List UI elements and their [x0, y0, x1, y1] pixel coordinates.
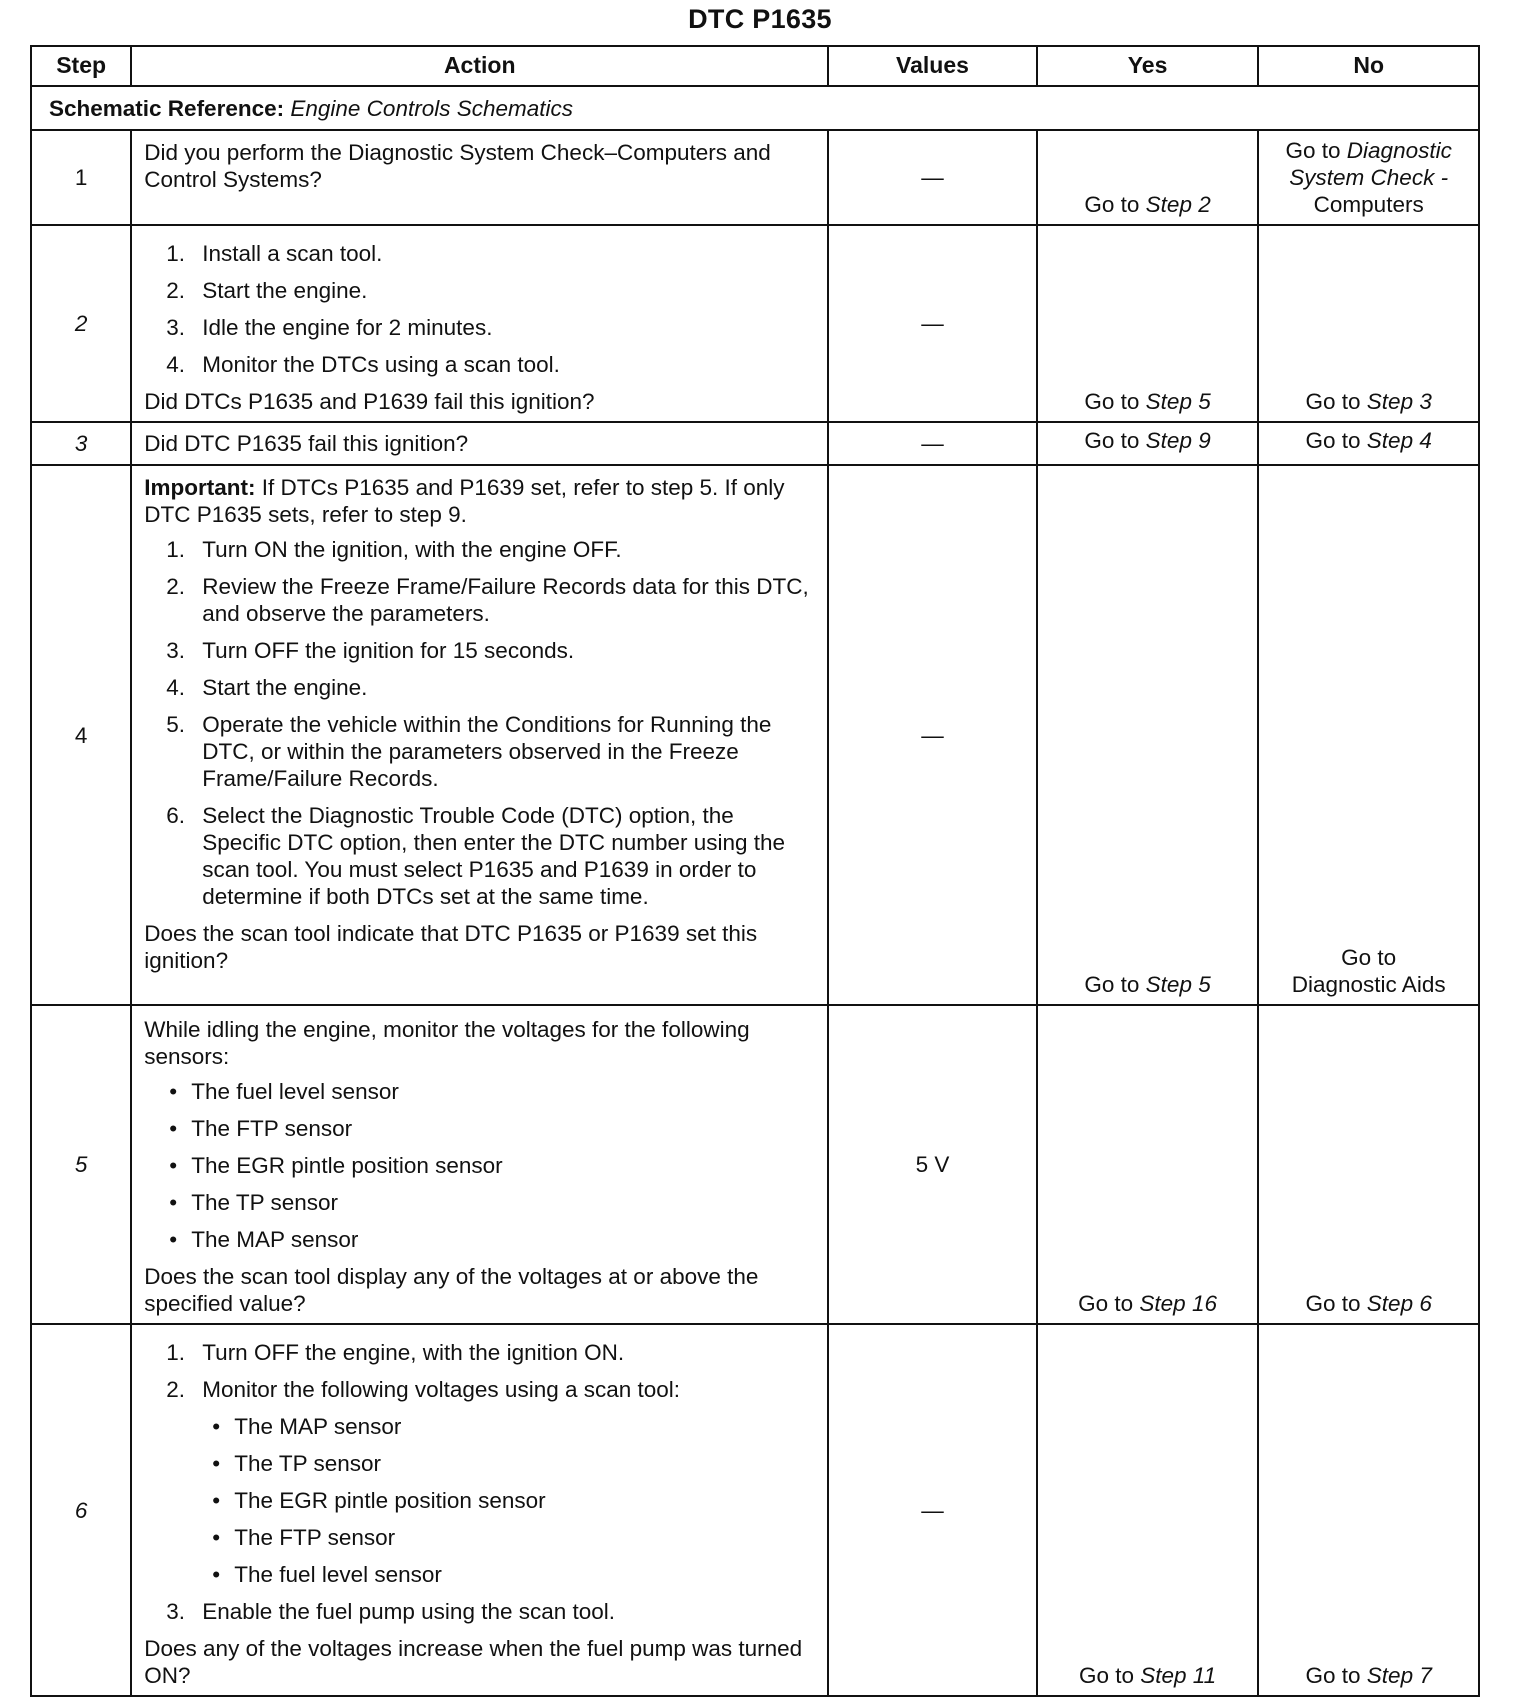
- table-row: [31, 130, 1479, 225]
- header-no: No: [1258, 46, 1479, 86]
- yes-cell: [1037, 130, 1259, 225]
- go-to-text: Go to: [1305, 389, 1361, 414]
- go-to-text: Go to: [1078, 1291, 1134, 1316]
- action-steps: [144, 536, 817, 910]
- no-step-ref: Step 7: [1366, 1663, 1432, 1688]
- yes-step-ref: Step 2: [1145, 192, 1211, 217]
- no-ref-plain: Diagnostic Aids: [1291, 972, 1446, 997]
- step-number: 5: [31, 1005, 131, 1324]
- step-number: 6: [31, 1324, 131, 1696]
- values-cell: —: [828, 465, 1037, 1005]
- no-cell: [1258, 1005, 1479, 1324]
- action-cell: [131, 465, 828, 1005]
- no-cell: [1258, 465, 1479, 1005]
- list-item: • The fuel level sensor: [144, 1078, 817, 1105]
- go-to-text: Go to: [1078, 1663, 1134, 1688]
- step-number: 3: [31, 422, 131, 465]
- action-question: Does the scan tool display any of the voltages at or above the specified value?: [144, 1264, 759, 1316]
- go-to-text: Go to: [1305, 1663, 1361, 1688]
- yes-step-ref: Step 16: [1139, 1291, 1217, 1316]
- go-to-text: Go to: [1084, 192, 1140, 217]
- list-item: • The EGR pintle position sensor: [144, 1487, 817, 1514]
- action-steps: [144, 1339, 817, 1403]
- yes-step-ref: Step 9: [1145, 428, 1211, 453]
- no-cell: [1258, 225, 1479, 422]
- list-item: • The MAP sensor: [144, 1413, 817, 1440]
- action-step: 2. Review the Freeze Frame/Failure Records data for this DTC, and observe the parameters.: [166, 574, 809, 626]
- action-step: 1. Turn OFF the engine, with the ignition ON.: [166, 1340, 625, 1365]
- yes-cell: [1037, 1324, 1259, 1696]
- diagnostic-table: [30, 45, 1480, 1697]
- important-text: If DTCs P1635 and P1639 set, refer to step 5. If only DTC P1635 sets, refer to step 9.: [144, 475, 785, 527]
- values-cell: —: [828, 225, 1037, 422]
- no-step-ref: Step 3: [1366, 389, 1432, 414]
- yes-cell: [1037, 422, 1259, 465]
- yes-cell: [1037, 465, 1259, 1005]
- table-row: [31, 1005, 1479, 1324]
- values-cell: —: [828, 1324, 1037, 1696]
- action-cell: [131, 422, 828, 465]
- schematic-label: Schematic Reference:: [49, 95, 285, 121]
- table-row: [31, 1324, 1479, 1696]
- go-to-text: Go to: [1341, 945, 1397, 970]
- yes-step-ref: Step 11: [1140, 1663, 1217, 1688]
- action-step: 1. Install a scan tool.: [166, 241, 383, 266]
- yes-cell: [1037, 1005, 1259, 1324]
- action-step: 3. Enable the fuel pump using the scan tool.: [166, 1599, 616, 1624]
- action-question: Did DTCs P1635 and P1639 fail this ignition?: [144, 389, 595, 414]
- action-step: 3. Turn OFF the ignition for 15 seconds.: [166, 638, 575, 663]
- action-question: Does the scan tool indicate that DTC P1635 or P1639 set this ignition?: [144, 921, 758, 973]
- action-cell: [131, 1324, 828, 1696]
- go-to-text: Go to: [1305, 428, 1361, 453]
- go-to-text: Go to: [1084, 389, 1140, 414]
- yes-cell: [1037, 225, 1259, 422]
- table-header-row: [31, 46, 1479, 86]
- no-step-ref: Step 6: [1366, 1291, 1432, 1316]
- action-cell: [131, 225, 828, 422]
- list-item: • The FTP sensor: [144, 1524, 817, 1551]
- sensor-list: [144, 1078, 817, 1253]
- action-step: 2. Monitor the following voltages using a scan tool:: [166, 1377, 681, 1402]
- values-cell: 5 V: [828, 1005, 1037, 1324]
- no-cell: [1258, 422, 1479, 465]
- table-row: [31, 465, 1479, 1005]
- yes-step-ref: Step 5: [1145, 972, 1211, 997]
- action-cell: [131, 1005, 828, 1324]
- list-item: • The EGR pintle position sensor: [144, 1152, 817, 1179]
- header-action: Action: [131, 46, 828, 86]
- schematic-reference: [31, 86, 1479, 130]
- action-step: 3. Idle the engine for 2 minutes.: [166, 315, 493, 340]
- action-question: Does any of the voltages increase when the fuel pump was turned ON?: [144, 1636, 803, 1688]
- action-steps: [144, 1598, 817, 1625]
- no-cell: [1258, 1324, 1479, 1696]
- step-number: 2: [31, 225, 131, 422]
- yes-step-ref: Step 5: [1145, 389, 1211, 414]
- action-intro: While idling the engine, monitor the voltages for the following sensors:: [144, 1017, 750, 1069]
- go-to-text: Go to: [1305, 1291, 1361, 1316]
- go-to-text: Go to: [1084, 972, 1140, 997]
- action-steps: [144, 240, 817, 378]
- go-to-text: Go to: [1084, 428, 1140, 453]
- step-number: 4: [31, 465, 131, 1005]
- table-row: [31, 225, 1479, 422]
- header-step: Step: [31, 46, 131, 86]
- table-row: [31, 422, 1479, 465]
- important-label: Important:: [144, 475, 256, 500]
- action-step: 5. Operate the vehicle within the Conditions for Running the DTC, or within the parameters observed in the Freeze Frame/Failure Records.: [166, 712, 772, 791]
- list-item: • The fuel level sensor: [144, 1561, 817, 1588]
- header-values: Values: [828, 46, 1037, 86]
- no-ref-plain: Computers: [1313, 192, 1424, 217]
- go-to-text: Go to: [1285, 138, 1341, 163]
- no-ref-italic: Diagnostic System Check -: [1289, 138, 1452, 190]
- list-item: • The TP sensor: [144, 1450, 817, 1477]
- action-question: Did you perform the Diagnostic System Check–Computers and Control Systems?: [144, 140, 771, 192]
- list-item: • The TP sensor: [144, 1189, 817, 1216]
- action-step: 2. Start the engine.: [166, 278, 368, 303]
- step-number: 1: [31, 130, 131, 225]
- sensor-list: [144, 1413, 817, 1588]
- values-cell: —: [828, 130, 1037, 225]
- action-step: 1. Turn ON the ignition, with the engine OFF.: [166, 537, 622, 562]
- list-item: • The MAP sensor: [144, 1226, 817, 1253]
- action-step: 4. Monitor the DTCs using a scan tool.: [166, 352, 560, 377]
- action-cell: [131, 130, 828, 225]
- header-yes: Yes: [1037, 46, 1259, 86]
- action-step: 4. Start the engine.: [166, 675, 368, 700]
- page-title: DTC P1635: [688, 4, 832, 34]
- action-step: 6. Select the Diagnostic Trouble Code (DTC) option, the Specific DTC option, then enter the DTC number using the scan tool. You must select P1635 and P1639 in order to determine if both DTCs set at the same time.: [166, 803, 786, 909]
- action-question: Did DTC P1635 fail this ignition?: [144, 431, 469, 456]
- values-cell: —: [828, 422, 1037, 465]
- list-item: • The FTP sensor: [144, 1115, 817, 1142]
- important-note: [144, 474, 817, 528]
- no-cell: [1258, 130, 1479, 225]
- schematic-value: Engine Controls Schematics: [290, 95, 574, 121]
- schematic-row: [31, 86, 1479, 130]
- no-step-ref: Step 4: [1366, 428, 1432, 453]
